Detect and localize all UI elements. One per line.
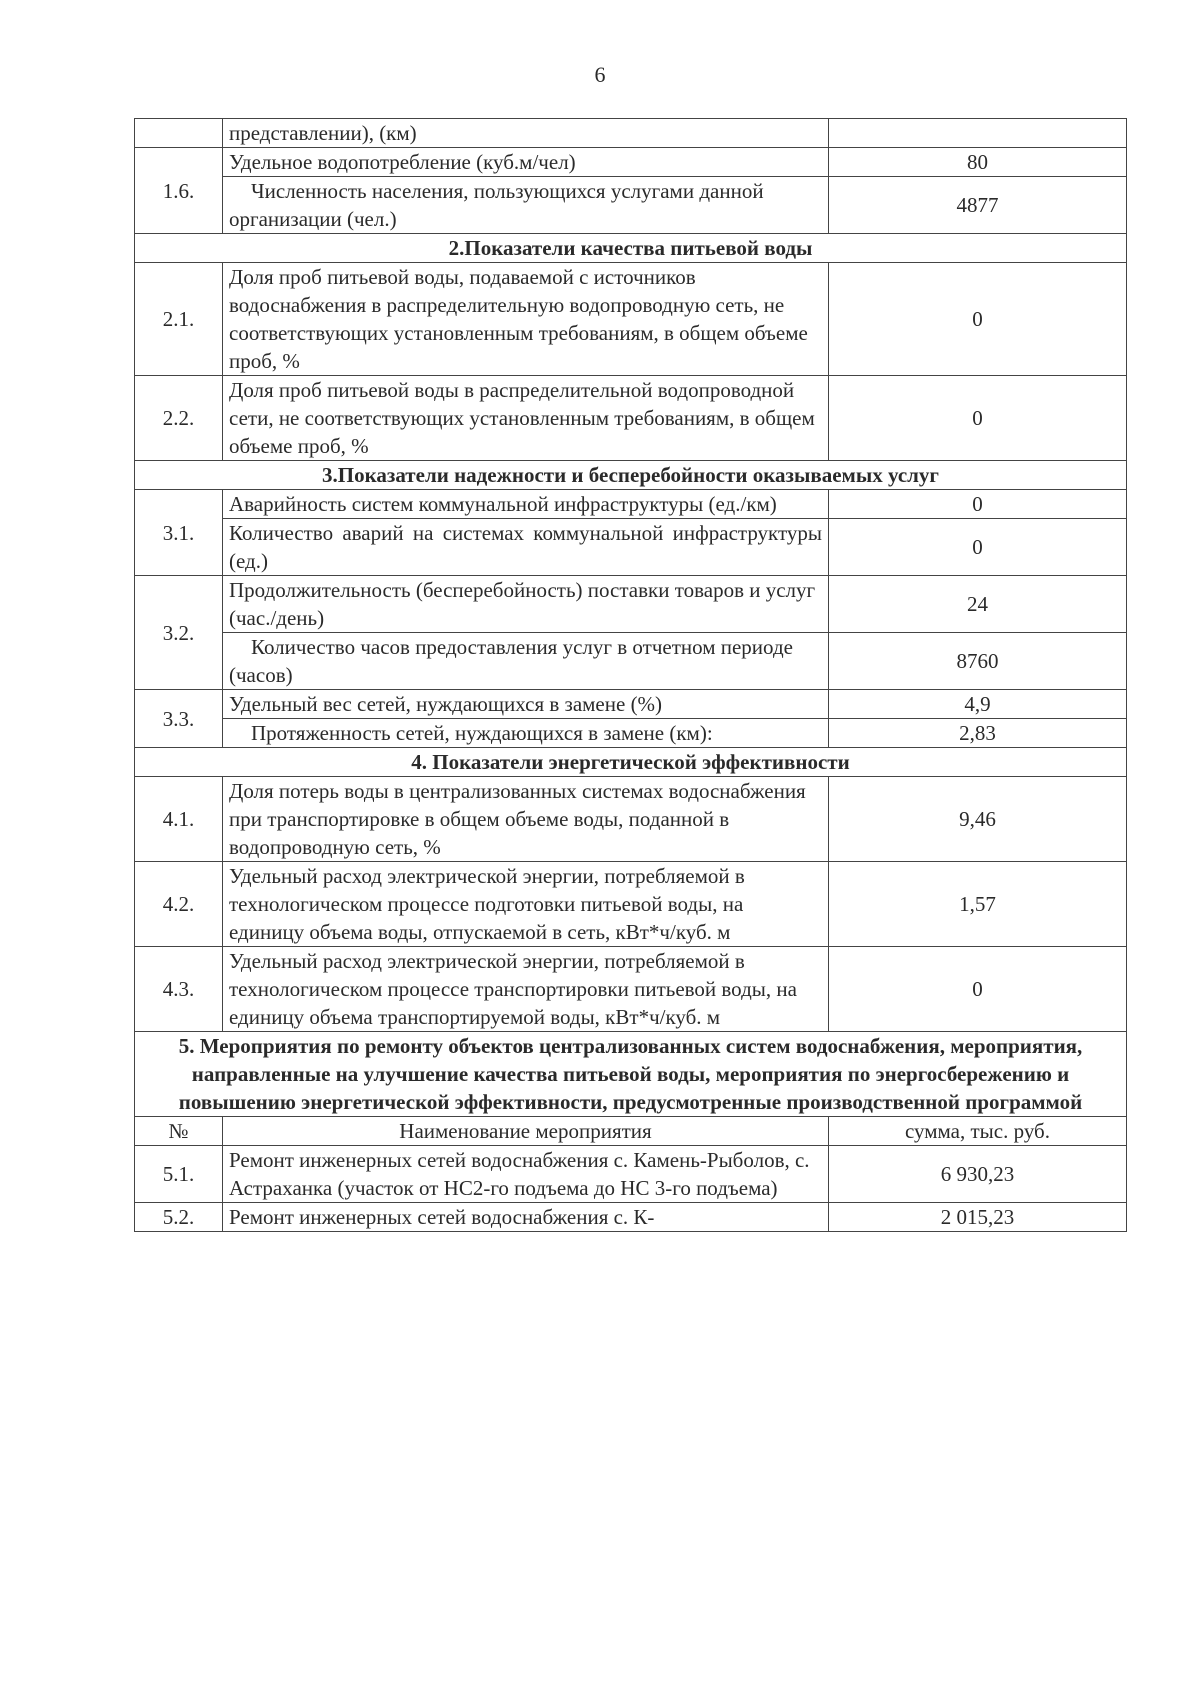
row-number: 3.3. [135, 690, 223, 748]
indicator-name: Продолжительность (бесперебойность) поставки товаров и услуг (час./день) [223, 576, 829, 633]
row-number [135, 119, 223, 148]
indicator-name: Доля проб питьевой воды в распределительной водопроводной сети, не соответствующих установленным требованиям, в общем объеме проб, % [223, 376, 829, 461]
row-number: 5.1. [135, 1146, 223, 1203]
table-row [135, 719, 1127, 748]
table-row [135, 119, 1127, 148]
indicators-table [134, 118, 1127, 1232]
indicator-name: Доля потерь воды в централизованных системах водоснабжения при транспортировке в общем объеме воды, поданной в водопроводную сеть, % [223, 777, 829, 862]
indicator-value: 0 [829, 263, 1127, 376]
measure-name: Ремонт инженерных сетей водоснабжения с. Камень-Рыболов, с. Астраханка (участок от НС2-го подъема до НС 3-го подъема) [223, 1146, 829, 1203]
section-title: 4. Показатели энергетической эффективности [135, 748, 1127, 777]
table-row [135, 490, 1127, 519]
indicator-name: Протяженность сетей, нуждающихся в замене (км): [223, 719, 829, 748]
indicator-value: 0 [829, 376, 1127, 461]
section-heading-row [135, 748, 1127, 777]
section-title: 5. Мероприятия по ремонту объектов централизованных систем водоснабжения, мероприятия, направленные на улучшение качества питьевой воды, мероприятия по энергосбережению и повышению энергетической эффективности, предусмотренные производственной программой [135, 1032, 1127, 1117]
indicator-value: 4877 [829, 177, 1127, 234]
indicator-value: 0 [829, 947, 1127, 1032]
indicator-name: Аварийность систем коммунальной инфраструктуры (ед./км) [223, 490, 829, 519]
row-number: 5.2. [135, 1203, 223, 1232]
indicator-value [829, 119, 1127, 148]
table-row [135, 1203, 1127, 1232]
indicator-value: 80 [829, 148, 1127, 177]
indicator-value: 9,46 [829, 777, 1127, 862]
indicator-name: Количество часов предоставления услуг в отчетном периоде (часов) [223, 633, 829, 690]
page-number: 6 [594, 62, 606, 87]
table-row [135, 862, 1127, 947]
indicator-value: 0 [829, 519, 1127, 576]
table-row [135, 576, 1127, 633]
row-number: 2.2. [135, 376, 223, 461]
row-number: 3.1. [135, 490, 223, 576]
table-row [135, 690, 1127, 719]
section-heading-row [135, 461, 1127, 490]
measure-name: Ремонт инженерных сетей водоснабжения с. К- [223, 1203, 829, 1232]
table-row [135, 777, 1127, 862]
column-header-name: Наименование мероприятия [223, 1117, 829, 1146]
table-row [135, 177, 1127, 234]
section-title: 2.Показатели качества питьевой воды [135, 234, 1127, 263]
row-number: 4.3. [135, 947, 223, 1032]
row-number: 3.2. [135, 576, 223, 690]
table-row [135, 148, 1127, 177]
column-header-row [135, 1117, 1127, 1146]
measure-sum: 6 930,23 [829, 1146, 1127, 1203]
table-row [135, 947, 1127, 1032]
indicator-name: Удельный расход электрической энергии, потребляемой в технологическом процессе транспортировки питьевой воды, на единицу объема транспортируемой воды, кВт*ч/куб. м [223, 947, 829, 1032]
indicator-name: представлении), (км) [223, 119, 829, 148]
table-row [135, 519, 1127, 576]
section-heading-row [135, 234, 1127, 263]
table-row [135, 633, 1127, 690]
section-title: 3.Показатели надежности и бесперебойности оказываемых услуг [135, 461, 1127, 490]
indicator-name: Количество аварий на системах коммунальной инфраструктуры (ед.) [223, 519, 829, 576]
column-header-number: № [135, 1117, 223, 1146]
indicator-value: 1,57 [829, 862, 1127, 947]
section-heading-row [135, 1032, 1127, 1117]
indicator-name: Доля проб питьевой воды, подаваемой с источников водоснабжения в распределительную водопроводную сеть, не соответствующих установленным требованиям, в общем объеме проб, % [223, 263, 829, 376]
indicator-name: Численность населения, пользующихся услугами данной организации (чел.) [223, 177, 829, 234]
row-number: 4.2. [135, 862, 223, 947]
table-row [135, 1146, 1127, 1203]
table-row [135, 376, 1127, 461]
indicator-value: 24 [829, 576, 1127, 633]
row-number: 4.1. [135, 777, 223, 862]
indicator-value: 2,83 [829, 719, 1127, 748]
indicator-value: 0 [829, 490, 1127, 519]
column-header-sum: сумма, тыс. руб. [829, 1117, 1127, 1146]
indicator-name: Удельное водопотребление (куб.м/чел) [223, 148, 829, 177]
table-row [135, 263, 1127, 376]
indicator-name: Удельный вес сетей, нуждающихся в замене (%) [223, 690, 829, 719]
indicator-value: 4,9 [829, 690, 1127, 719]
row-number: 2.1. [135, 263, 223, 376]
indicator-name: Удельный расход электрической энергии, потребляемой в технологическом процессе подготовки питьевой воды, на единицу объема воды, отпускаемой в сеть, кВт*ч/куб. м [223, 862, 829, 947]
row-number: 1.6. [135, 148, 223, 234]
measure-sum: 2 015,23 [829, 1203, 1127, 1232]
indicator-value: 8760 [829, 633, 1127, 690]
